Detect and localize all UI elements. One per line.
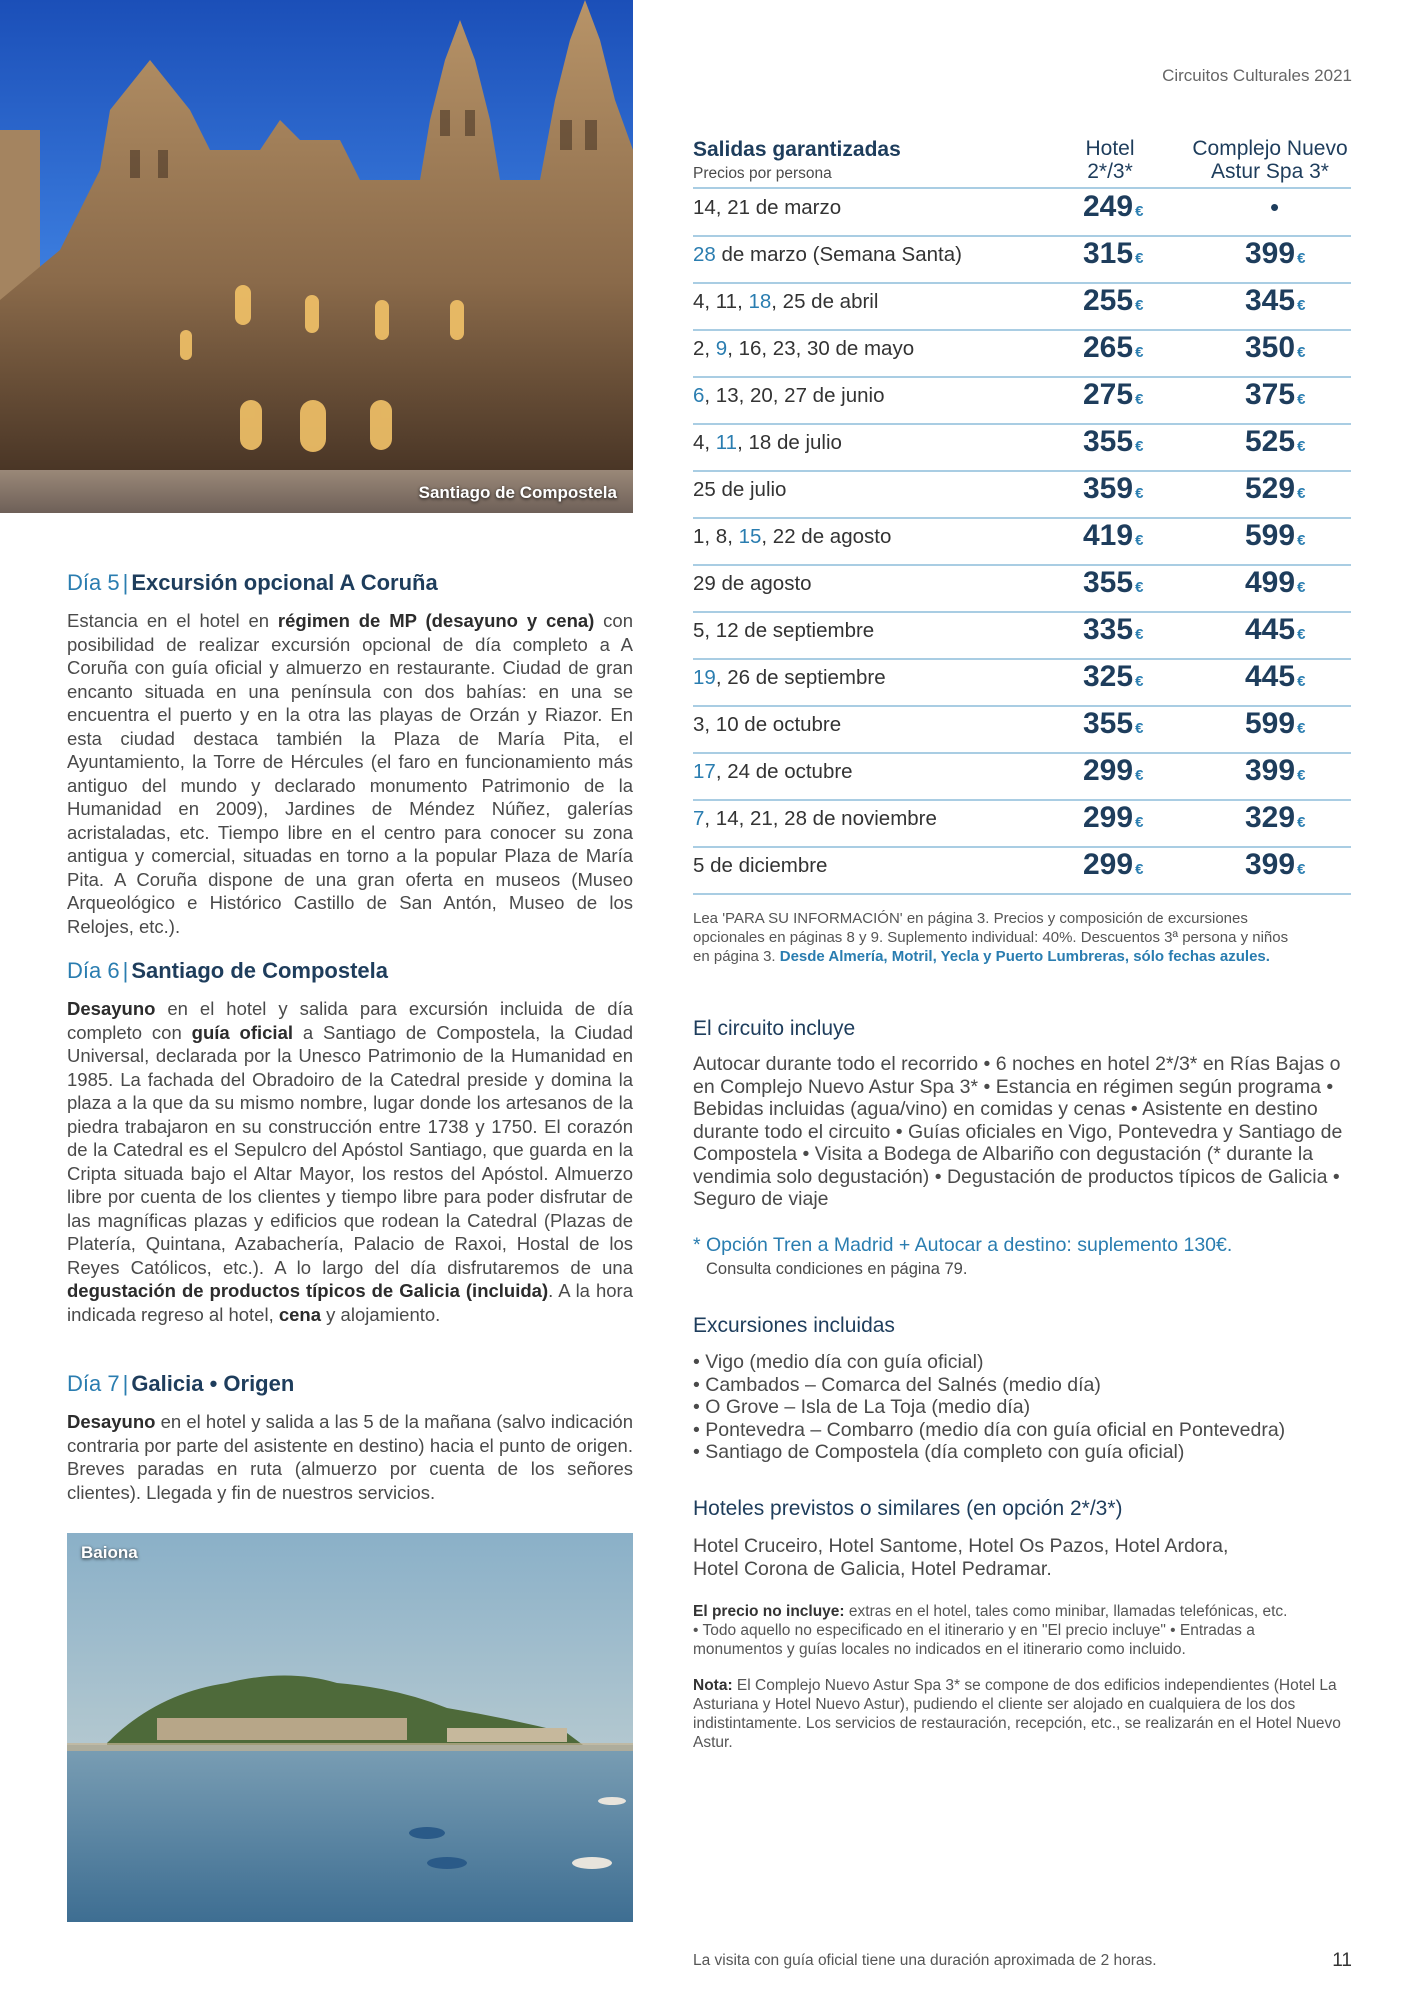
price-astur: 375 €	[1245, 378, 1306, 411]
price-row	[693, 658, 1351, 707]
train-option-sub: Consulta condiciones en página 79.	[706, 1260, 968, 1278]
day6-heading: Día 6 | Santiago de Compostela	[67, 958, 389, 983]
includes-title: El circuito incluye	[693, 1017, 856, 1040]
departure-dates: 5, 12 de septiembre	[693, 619, 875, 642]
bullet-icon: •	[693, 1373, 706, 1396]
price-row	[693, 705, 1351, 754]
price-hotel: 355 €	[1083, 425, 1144, 458]
cathedral-illustration	[0, 0, 633, 513]
price-row	[693, 611, 1351, 660]
price-astur: 525 €	[1245, 425, 1306, 458]
price-hotel: 335 €	[1083, 613, 1144, 646]
price-row	[693, 846, 1351, 895]
day7-text: Desayuno en el hotel y salida a las 5 de la mañana (salvo indicación contraria por parte del asistente en destino) hacia el punto de origen. Breves paradas en ruta (almuerzo por cuenta de los señores clientes). Llegada y fin de nuestros servicios.	[67, 1411, 633, 1503]
excursions-title: Excursiones incluidas	[693, 1314, 895, 1337]
price-row	[693, 282, 1351, 331]
departure-dates: 6, 13, 20, 27 de junio	[693, 384, 885, 407]
price-row	[693, 188, 1351, 237]
price-hotel: 315 €	[1083, 237, 1144, 270]
bullet-icon: •	[693, 1351, 706, 1373]
price-unavailable: •	[1270, 192, 1280, 222]
photo-caption-baiona: Baiona	[81, 1543, 138, 1562]
departure-dates: 3, 10 de octubre	[693, 713, 842, 736]
excursion-item: • O Grove – Isla de La Toja (medio día)	[693, 1396, 1031, 1418]
price-astur: 399 €	[1245, 754, 1306, 787]
price-row	[693, 470, 1351, 519]
day-title: Excursión opcional A Coruña	[131, 570, 438, 595]
table-subtitle: Precios por persona	[693, 165, 832, 182]
price-hotel: 299 €	[1083, 754, 1144, 787]
nota: Nota: El Complejo Nuevo Astur Spa 3* se compone de dos edificios independientes (Hotel La Asturiana y Hotel Nuevo Astur), pudiendo el cliente ser alojado en cualquiera de los dos indistintamente. Los servicios de restauración, recepción, etc., se realizarán en el Hotel Nuevo Astur.	[693, 1677, 1341, 1751]
bullet-icon: •	[693, 1418, 706, 1441]
price-hotel: 359 €	[1083, 472, 1144, 505]
day5-heading: Día 5 | Excursión opcional A Coruña	[67, 570, 438, 595]
departure-dates: 1, 8, 15, 22 de agosto	[693, 525, 892, 548]
day6-text: Desayuno en el hotel y salida para excursión incluida de día completo con guía oficial a Santiago de Compostela, la Ciudad Universal, declarada por la Unesco Patrimonio de la Humanidad en 1985. La fachada del Obradoiro de la Catedral preside y domina la plaza a la que da su mismo nombre, lugar donde los artesanos de la piedra trabajaron en su construcción entre 1738 y 1750. El corazón de la Catedral es el Sepulcro del Apóstol Santiago, que guarda en la Cripta situada bajo el Altar Mayor, los restos del Apóstol. Almuerzo libre por cuenta de los clientes y tiempo libre para poder disfrutar de las magníficas plazas y edificios que rodean la Catedral (Plazas de Platería, Quintana, Azabachería, Palacio de Raxoi, Hostal de los Reyes Católicos, etc.). A lo largo del día disfrutaremos de una degustación de productos típicos de Galicia (incluida). A la hora indicada regreso al hotel, cena y alojamiento.	[67, 998, 633, 1325]
price-astur: 599 €	[1245, 519, 1306, 552]
santiago-cathedral-photo	[0, 0, 633, 513]
photo-caption-santiago: Santiago de Compostela	[418, 483, 617, 502]
baiona-illustration	[67, 1533, 633, 1922]
price-astur: 350 €	[1245, 331, 1306, 364]
departure-dates: 2, 9, 16, 23, 30 de mayo	[693, 337, 915, 360]
col-header-astur: Complejo Nuevo Astur Spa 3*	[1192, 137, 1348, 183]
excursion-item: • Santiago de Compostela (día completo con guía oficial)	[693, 1441, 1185, 1463]
table-note: Lea 'PARA SU INFORMACIÓN' en página 3. Precios y composición de excursiones opcionales en páginas 8 y 9. Suplemento individual: 40%. Descuentos 3ª persona y niños en página 3. Desde Almería, Motril, Yecla y Puerto Lumbreras, sólo fechas azules.	[693, 910, 1289, 965]
price-astur: 399 €	[1245, 237, 1306, 270]
price-hotel: 355 €	[1083, 566, 1144, 599]
baiona-photo	[67, 1533, 633, 1922]
day-number: Día 6	[67, 958, 120, 983]
departure-dates: 4, 11, 18 de julio	[693, 431, 842, 454]
brand-header: Circuitos Culturales 2021	[1162, 66, 1352, 85]
price-astur: 329 €	[1245, 801, 1306, 834]
price-row	[693, 423, 1351, 472]
excursion-item: • Cambados – Comarca del Salnés (medio día)	[693, 1373, 1101, 1396]
col-header-hotel: Hotel 2*/3*	[1085, 137, 1135, 183]
price-hotel: 299 €	[1083, 801, 1144, 834]
day-title: Galicia • Origen	[131, 1371, 295, 1396]
departure-dates: 17, 24 de octubre	[693, 760, 853, 783]
price-astur: 529 €	[1245, 472, 1306, 505]
price-astur: 399 €	[1245, 848, 1306, 881]
price-astur: 445 €	[1245, 613, 1306, 646]
bullet-icon: •	[693, 1441, 706, 1463]
departure-dates: 19, 26 de septiembre	[693, 666, 886, 689]
day-number: Día 5	[67, 570, 120, 595]
price-row	[693, 235, 1351, 284]
excursions-list	[693, 1351, 1356, 1464]
price-row	[693, 517, 1351, 566]
price-row	[693, 329, 1351, 378]
includes-text: Autocar durante todo el recorrido • 6 noches en hotel 2*/3* en Rías Bajas o en Complejo Nuevo Astur Spa 3* • Estancia en régimen según programa • Bebidas incluidas (agua/vino) en comidas y cenas • Asistente en destino durante todo el circuito • Guías oficiales en Vigo, Pontevedra y Santiago de Compostela • Visita a Bodega de Albariño con degustación (* durante la vendimia solo degustación) • Degustación de productos típicos de Galicia • Seguro de viaje	[693, 1053, 1343, 1210]
day-title: Santiago de Compostela	[131, 958, 389, 983]
table-title: Salidas garantizadas	[693, 138, 901, 161]
price-astur: 599 €	[1245, 707, 1306, 740]
price-astur: 499 €	[1245, 566, 1306, 599]
day-number: Día 7	[67, 1371, 120, 1396]
page-number: 11	[1332, 1950, 1352, 1971]
hotels-text: Hotel Cruceiro, Hotel Santome, Hotel Os Pazos, Hotel Ardora, Hotel Corona de Galicia, Hotel Pedramar.	[693, 1535, 1229, 1580]
price-row	[693, 752, 1351, 801]
price-row	[693, 564, 1351, 613]
price-row	[693, 799, 1351, 848]
bullet-icon: •	[693, 1396, 706, 1418]
price-astur: 445 €	[1245, 660, 1306, 693]
price-hotel: 249 €	[1083, 190, 1144, 223]
departure-dates: 28 de marzo (Semana Santa)	[693, 243, 962, 266]
day5-text: Estancia en el hotel en régimen de MP (desayuno y cena) con posibilidad de realizar excursión opcional de día completo a A Coruña con guía oficial y almuerzo en restaurante. Ciudad de gran encanto situada en una península con dos bahías: en una se encuentra el puerto y en la otra las playas de Orzán y Riazor. En esta ciudad destaca también la Plaza de María Pita, el Ayuntamiento, la Torre de Hércules (el faro en funcionamiento más antiguo del mundo y declarado monumento Patrimonio de la Humanidad en 2009), Jardines de Méndez Núñez, galerías acristaladas, etc. Tiempo libre en el centro para conocer su zona antigua y comercial, situadas en torno a la popular Plaza de María Pita. A Coruña dispone de una gran oferta en museos (Museo Arqueológico e Histórico Castillo de San Antón, Museo de los Relojes, etc.).	[67, 610, 634, 937]
price-row	[693, 376, 1351, 425]
day7-heading: Día 7 | Galicia • Origen	[67, 1371, 295, 1396]
footer-note: La visita con guía oficial tiene una duración aproximada de 2 horas.	[693, 1952, 1157, 1969]
price-hotel: 325 €	[1083, 660, 1144, 693]
departure-dates: 25 de julio	[693, 478, 787, 501]
departure-dates: 4, 11, 18, 25 de abril	[693, 290, 879, 313]
price-hotel: 255 €	[1083, 284, 1144, 317]
price-hotel: 355 €	[1083, 707, 1144, 740]
price-hotel: 299 €	[1083, 848, 1144, 881]
price-hotel: 419 €	[1083, 519, 1144, 552]
departure-dates: 14, 21 de marzo	[693, 196, 842, 219]
price-astur: 345 €	[1245, 284, 1306, 317]
excursion-item: • Pontevedra – Combarro (medio día con guía oficial en Pontevedra)	[693, 1418, 1286, 1441]
train-option: * Opción Tren a Madrid + Autocar a destino: suplemento 130€.	[693, 1234, 1233, 1256]
departure-dates: 7, 14, 21, 28 de noviembre	[693, 807, 937, 830]
price-hotel: 275 €	[1083, 378, 1144, 411]
not-included: El precio no incluye: extras en el hotel, tales como minibar, llamadas telefónicas, etc. • Todo aquello no especificado en el itinerario y en "El precio incluye" • Entradas a monumentos y guías locales no indicados en el itinerario como incluido.	[693, 1603, 1288, 1658]
price-hotel: 265 €	[1083, 331, 1144, 364]
hotels-title: Hoteles previstos o similares (en opción 2*/3*)	[693, 1497, 1123, 1520]
excursion-item: • Vigo (medio día con guía oficial)	[693, 1351, 984, 1373]
departure-dates: 5 de diciembre	[693, 854, 828, 877]
departure-dates: 29 de agosto	[693, 572, 812, 595]
